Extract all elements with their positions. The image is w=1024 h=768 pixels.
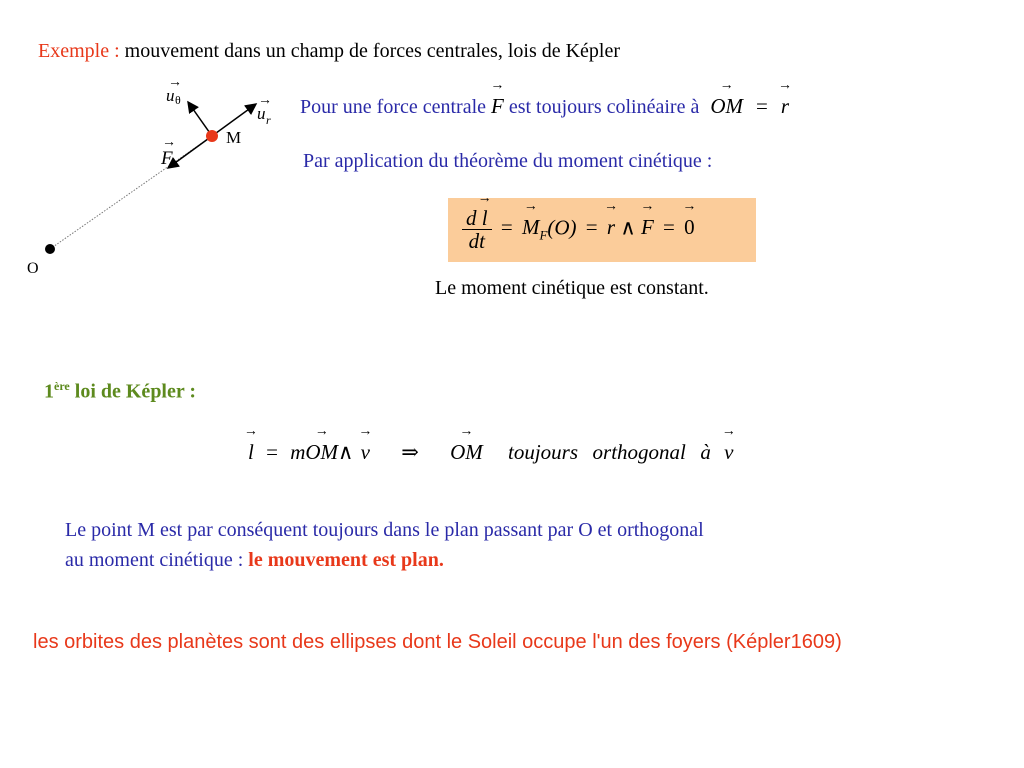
u-r-label: u [257, 104, 266, 123]
constant-line: Le moment cinétique est constant. [435, 277, 709, 299]
plane-text-line1: Le point M est par conséquent toujours dans le plan passant par O et orthogonal [65, 519, 704, 541]
u-theta-arrow [188, 102, 212, 136]
central-force-eq: = [756, 94, 768, 118]
central-force-F: → F [490, 78, 505, 118]
central-force-line [300, 78, 792, 119]
u-r-arrow-glyph: → [258, 93, 272, 108]
central-force-OM: → OM [710, 78, 744, 118]
origin-label: O [27, 260, 39, 277]
central-force-r: → r [777, 78, 792, 118]
law1-heading: 1ère loi de Képler : [44, 379, 197, 403]
title-prefix: Exemple : [38, 40, 120, 62]
u-theta-sub: θ [175, 93, 181, 107]
force-arrow-glyph: → [162, 135, 176, 150]
central-force-text-before: Pour une force centrale [300, 96, 487, 118]
force-diagram [0, 60, 300, 280]
point-m-label: M [226, 128, 242, 147]
dl-dt-fraction: d → l dt [462, 207, 492, 252]
origin-dot [45, 244, 55, 254]
u-r-sub: r [266, 113, 271, 127]
plane-text-line2: au moment cinétique : le mouvement est plan. [65, 549, 444, 571]
u-theta-label: u [166, 86, 175, 105]
central-force-text-after: est toujours colinéaire à [508, 96, 700, 118]
u-theta-arrow-glyph: → [168, 75, 182, 90]
angular-momentum-formula: d → l dt = → $M_F(O)$ = → r ∧ → F = → 0 [462, 207, 695, 252]
orbit-text: les orbites des planètes sont des ellipses dont le Soleil occupe l'un des foyers (Képler1609) [33, 631, 842, 653]
law1-formula: → l = m → OM∧ → v ⇒ → OM toujours orthogonal à → v [243, 424, 736, 464]
theorem-line: Par application du théorème du moment cinétique : [303, 150, 713, 172]
force-label: F [161, 148, 173, 169]
point-m-dot [206, 130, 218, 142]
title-text: mouvement dans un champ de forces centrales, lois de Képler [124, 40, 621, 62]
